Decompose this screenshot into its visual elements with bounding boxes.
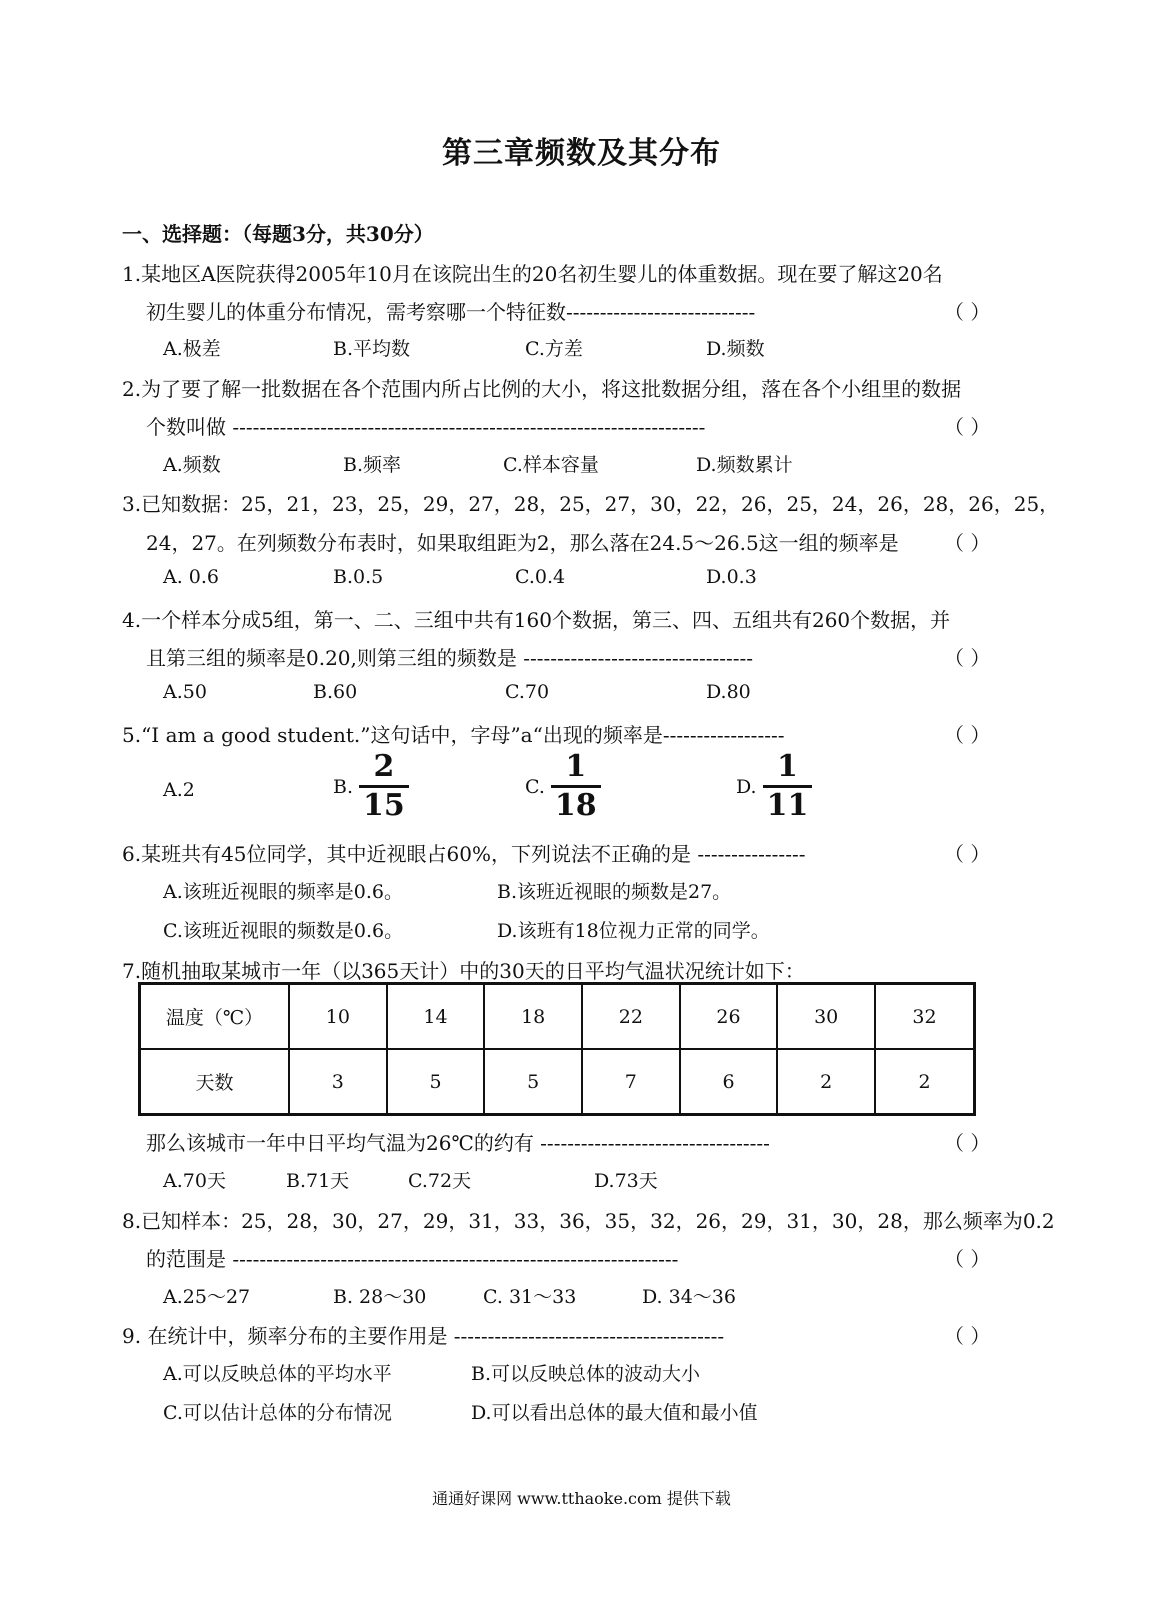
- q8-option-b: B. 28～30: [333, 1286, 427, 1308]
- q1-option-d: D.频数: [706, 338, 765, 360]
- q4-option-d: D.80: [706, 681, 751, 703]
- q5-option-b-fraction: [359, 749, 409, 823]
- q2-line2: 个数叫做 ----------------------------------------------------------------------: [146, 415, 706, 439]
- q5-line1: 5.“I am a good student.”这句话中，字母”a“出现的频率是------------------: [122, 723, 785, 747]
- table-cell: 10: [289, 984, 387, 1050]
- q5-option-d-denominator: 11: [763, 785, 813, 821]
- q5-answer-blank: （ ）: [944, 723, 991, 747]
- q7-option-c: C.72天: [408, 1170, 472, 1192]
- q5-option-d-numerator: 1: [777, 749, 798, 784]
- q2-option-c: C.样本容量: [503, 454, 599, 476]
- table-header-temperature: 温度（℃）: [140, 984, 290, 1050]
- q8-option-d: D. 34～36: [642, 1286, 736, 1308]
- q9-option-d: D.可以看出总体的最大值和最小值: [471, 1402, 758, 1424]
- section-heading: 一、选择题：（每题3分，共30分）: [122, 222, 434, 246]
- q5-option-b-numerator: 2: [373, 749, 395, 784]
- q1-option-c: C.方差: [525, 338, 583, 360]
- q9-line1: 9. 在统计中，频率分布的主要作用是 ----------------------------------------: [122, 1324, 725, 1348]
- q3-option-c: C.0.4: [515, 566, 566, 588]
- q6-option-a: A.该班近视眼的频率是0.6。: [163, 881, 403, 903]
- q4-option-a: A.50: [163, 681, 207, 703]
- table-header-days: 天数: [140, 1049, 290, 1115]
- q1-line2: 初生婴儿的体重分布情况，需考察哪一个特征数----------------------------: [146, 300, 756, 324]
- q5-option-b-denominator: 15: [359, 785, 409, 821]
- q3-line2: 24，27。在列频数分布表时，如果取组距为2，那么落在24.5～26.5这一组的频率是: [146, 531, 899, 555]
- q7-line1: 7.随机抽取某城市一年（以365天计）中的30天的日平均气温状况统计如下：: [122, 959, 805, 983]
- temperature-table: [138, 982, 976, 1116]
- table-row-temperature: [140, 984, 975, 1050]
- q7-option-d: D.73天: [594, 1170, 658, 1192]
- q4-option-c: C.70: [505, 681, 550, 703]
- q4-line2: 且第三组的频率是0.20,则第三组的频数是 ----------------------------------: [146, 646, 754, 670]
- q8-line2: 的范围是 ------------------------------------------------------------------: [146, 1247, 679, 1271]
- q2-option-a: A.频数: [163, 454, 221, 476]
- q6-option-d: D.该班有18位视力正常的同学。: [497, 920, 770, 942]
- table-cell: 2: [875, 1049, 974, 1115]
- q9-option-c: C.可以估计总体的分布情况: [163, 1402, 392, 1424]
- q2-answer-blank: （ ）: [944, 415, 991, 439]
- q8-answer-blank: （ ）: [944, 1247, 991, 1271]
- table-cell: 2: [777, 1049, 875, 1115]
- q6-line1: 6.某班共有45位同学，其中近视眼占60%，下列说法不正确的是 ----------------: [122, 842, 806, 866]
- q2-option-b: B.频率: [343, 454, 402, 476]
- q5-option-c-label: C.: [525, 775, 545, 798]
- page-title: 第三章频数及其分布: [442, 136, 721, 171]
- table-cell: 6: [680, 1049, 778, 1115]
- table-cell: 3: [289, 1049, 387, 1115]
- q1-option-a: A.极差: [163, 338, 221, 360]
- q9-option-a: A.可以反映总体的平均水平: [163, 1363, 392, 1385]
- q8-line1: 8.已知样本：25，28，30，27，29，31，33，36，35，32，26，29，31，30，28，那么频率为0.2: [122, 1209, 1055, 1233]
- q2-option-d: D.频数累计: [696, 454, 793, 476]
- q6-option-c: C.该班近视眼的频数是0.6。: [163, 920, 404, 942]
- q7-option-b: B.71天: [286, 1170, 350, 1192]
- q1-line1: 1.某地区A医院获得2005年10月在该院出生的20名初生婴儿的体重数据。现在要了解这20名: [122, 262, 943, 286]
- q8-option-c: C. 31～33: [483, 1286, 577, 1308]
- table-cell: 5: [387, 1049, 485, 1115]
- q5-option-b: [333, 749, 409, 823]
- q4-answer-blank: （ ）: [944, 646, 991, 670]
- table-cell: 5: [484, 1049, 582, 1115]
- q4-line1: 4.一个样本分成5组，第一、二、三组中共有160个数据，第三、四、五组共有260个数据，并: [122, 608, 951, 632]
- q3-line1: 3.已知数据：25，21，23，25，29，27，28，25，27，30，22，26，25，24，26，28，26，25，: [122, 492, 1060, 516]
- q1-option-b: B.平均数: [333, 338, 411, 360]
- q3-option-d: D.0.3: [706, 566, 757, 588]
- q5-option-d: [736, 749, 812, 823]
- q9-option-b: B.可以反映总体的波动大小: [471, 1363, 701, 1385]
- q6-answer-blank: （ ）: [944, 842, 991, 866]
- table-cell: 18: [484, 984, 582, 1050]
- q5-option-d-fraction: [763, 749, 813, 823]
- table-cell: 30: [777, 984, 875, 1050]
- q5-option-d-label: D.: [736, 775, 757, 798]
- q1-answer-blank: （ ）: [944, 300, 991, 324]
- q5-option-c-denominator: 18: [551, 785, 601, 821]
- q5-option-c-fraction: [551, 749, 601, 823]
- q5-option-b-label: B.: [333, 775, 354, 798]
- q8-option-a: A.25～27: [163, 1286, 251, 1308]
- q3-option-b: B.0.5: [333, 566, 384, 588]
- q5-option-c: [525, 749, 601, 823]
- q6-option-b: B.该班近视眼的频数是27。: [497, 881, 732, 903]
- q7-line2: 那么该城市一年中日平均气温为26℃的约有 ----------------------------------: [146, 1131, 770, 1155]
- q2-line1: 2.为了要了解一批数据在各个范围内所占比例的大小，将这批数据分组，落在各个小组里的数据: [122, 377, 962, 401]
- q3-option-a: A. 0.6: [163, 566, 220, 588]
- q9-answer-blank: （ ）: [944, 1324, 991, 1348]
- q3-answer-blank: （ ）: [944, 531, 991, 555]
- table-cell: 26: [680, 984, 778, 1050]
- q4-option-b: B.60: [313, 681, 358, 703]
- table-cell: 32: [875, 984, 974, 1050]
- table-cell: 22: [582, 984, 680, 1050]
- q5-option-c-numerator: 1: [565, 749, 587, 784]
- q7-answer-blank: （ ）: [944, 1131, 991, 1155]
- q7-option-a: A.70天: [163, 1170, 226, 1192]
- q5-option-a: A.2: [163, 779, 195, 801]
- table-cell: 7: [582, 1049, 680, 1115]
- table-cell: 14: [387, 984, 485, 1050]
- footer-credit: 通通好课网 www.tthaoke.com 提供下载: [432, 1489, 731, 1508]
- table-row-days: [140, 1049, 975, 1115]
